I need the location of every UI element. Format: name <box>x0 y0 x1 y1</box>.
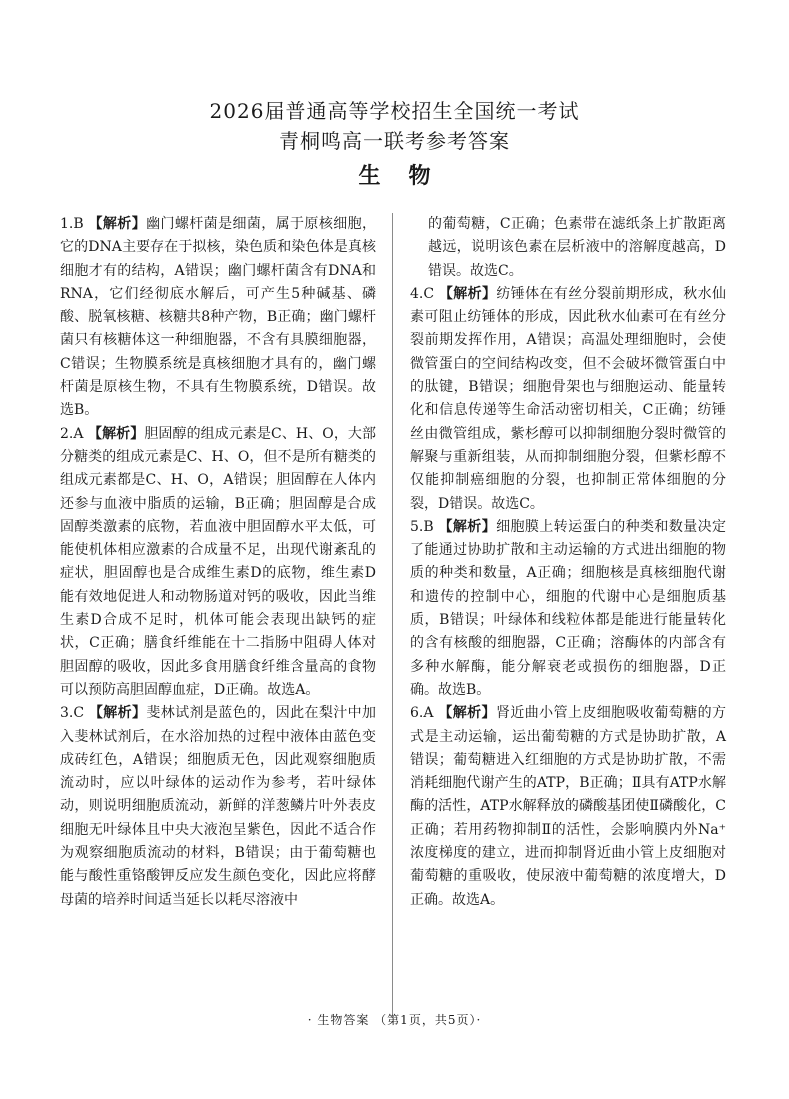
analysis-tag: 【解析】 <box>438 705 496 722</box>
answer-item-5 <box>410 516 726 702</box>
answer-item-6 <box>410 702 726 912</box>
answer-item-1 <box>60 213 376 423</box>
answer-number: 4.C <box>410 285 435 302</box>
analysis-tag: 【解析】 <box>438 518 497 535</box>
page-footer: · 生物答案 （第1页，共5页）· <box>307 1013 482 1027</box>
left-column <box>60 213 376 912</box>
analysis-tag: 【解析】 <box>88 216 147 232</box>
answer-number: 2.A <box>60 425 84 442</box>
answer-item-4 <box>410 283 726 516</box>
answer-text: 胆固醇的组成元素是C、H、O，大部分糖类的组成元素是C、H、O，但不是所有糖类的组成元素都是C、H、O，A错误；胆固醇在人体内还参与血液中脂质的运输，B正确；胆固醇是合成固醇类激素的底物，若血液中胆固醇水平太低，可能使机体相应激素的合成量不足，出现代谢紊乱的症状，胆固醇也是合成维生素D的底物，维生素D能有效地促进人和动物肠道对钙的吸收，因此当维生素D合成不足时，机体可能会表现出缺钙的症状，C正确；膳食纤维能在十二指肠中阻碍人体对胆固醇的吸收，因此多食用膳食纤维含量高的食物可以预防高胆固醇血症，D正确。故选A。 <box>60 425 376 698</box>
subject-title: 生物 <box>358 164 459 189</box>
right-column <box>410 213 726 912</box>
answer-text: 纺锤体在有丝分裂前期形成，秋水仙素可阻止纺锤体的形成，因此秋水仙素可在有丝分裂前期发挥作用，A错误；高温处理细胞时，会使微管蛋白的空间结构改变，但不会破坏微管蛋白中的肽键，B错误；细胞骨架也与细胞运动、能量转化和信息传递等生命活动密切相关，C正确；纺锤丝由微管组成，紫杉醇可以抑制细胞分裂时微管的解聚与重新组装，从而抑制细胞分裂，但紫杉醇不仅能抑制癌细胞的分裂，也抑制正常体细胞的分裂，D错误。故选C。 <box>410 285 727 512</box>
answer-item-3-continued <box>410 213 726 283</box>
answer-text: 肾近曲小管上皮细胞吸收葡萄糖的方式是主动运输，运出葡萄糖的方式是协助扩散，A错误；葡萄糖进入红细胞的方式是协助扩散，不需消耗细胞代谢产生的ATP，B正确；Ⅱ具有ATP水解酶的活性，ATP水解释放的磷酸基团使Ⅱ磷酸化，C正确；若用药物抑制Ⅱ的活性，会影响膜内外Na⁺浓度梯度的建立，进而抑制肾近曲小管上皮细胞对葡萄糖的重吸收，使尿液中葡萄糖的浓度增大，D正确。故选A。 <box>410 705 727 908</box>
answer-number: 1.B <box>60 216 84 232</box>
answer-number: 3.C <box>60 705 85 722</box>
answer-number: 6.A <box>410 705 434 722</box>
answer-item-3 <box>60 702 376 912</box>
answer-text: 细胞膜上转运蛋白的种类和数量决定了能通过协助扩散和主动运输的方式进出细胞的物质的种类和数量，A正确；细胞核是真核细胞代谢和遗传的控制中心，细胞的代谢中心是细胞质基质，B错误；叶绿体和线粒体都是能进行能量转化的含有核酸的细胞器，C正确；溶酶体的内部含有多种水解酶，能分解衰老或损伤的细胞器，D正确。故选B。 <box>410 518 727 698</box>
column-divider <box>392 213 393 1018</box>
analysis-tag: 【解析】 <box>88 705 147 722</box>
answer-text: 斐林试剂是蓝色的，因此在梨汁中加入斐林试剂后，在水浴加热的过程中液体由蓝色变成砖红色，A错误；细胞质无色，因此观察细胞质流动时，应以叶绿体的运动作为参考，若叶绿体动，则说明细胞质流动，新鲜的洋葱鳞片叶外表皮细胞无叶绿体且中央大液泡呈紫色，因此不适合作为观察细胞质流动的材料，B错误；由于葡萄糖也能与酸性重铬酸钾反应发生颜色变化，因此应将酵母菌的培养时间适当延长以耗尽溶液中 <box>60 705 377 908</box>
answer-text: 幽门螺杆菌是细菌，属于原核细胞，它的DNA主要存在于拟核，染色质和染色体是真核细胞才有的结构，A错误；幽门螺杆菌含有DNA和RNA，它们经彻底水解后，可产生5种碱基、磷酸、脱氧核糖、核糖共8种产物，B正确；幽门螺杆菌只有核糖体这一种细胞器，不含有具膜细胞器，C错误；生物膜系统是真核细胞才具有的，幽门螺杆菌是原核生物，不具有生物膜系统，D错误。故选B。 <box>60 216 377 419</box>
exam-subtitle: 青桐鸣高一联考参考答案 <box>279 129 510 153</box>
exam-title: 2026届普通高等学校招生全国统一考试 <box>209 99 580 123</box>
analysis-tag: 【解析】 <box>88 425 145 442</box>
analysis-tag: 【解析】 <box>438 285 497 302</box>
answer-number: 5.B <box>410 518 434 535</box>
answer-text: 的葡萄糖，C正确；色素带在滤纸条上扩散距离越远，说明该色素在层析液中的溶解度越高，D错误。故选C。 <box>428 216 726 279</box>
answer-item-2 <box>60 423 376 703</box>
